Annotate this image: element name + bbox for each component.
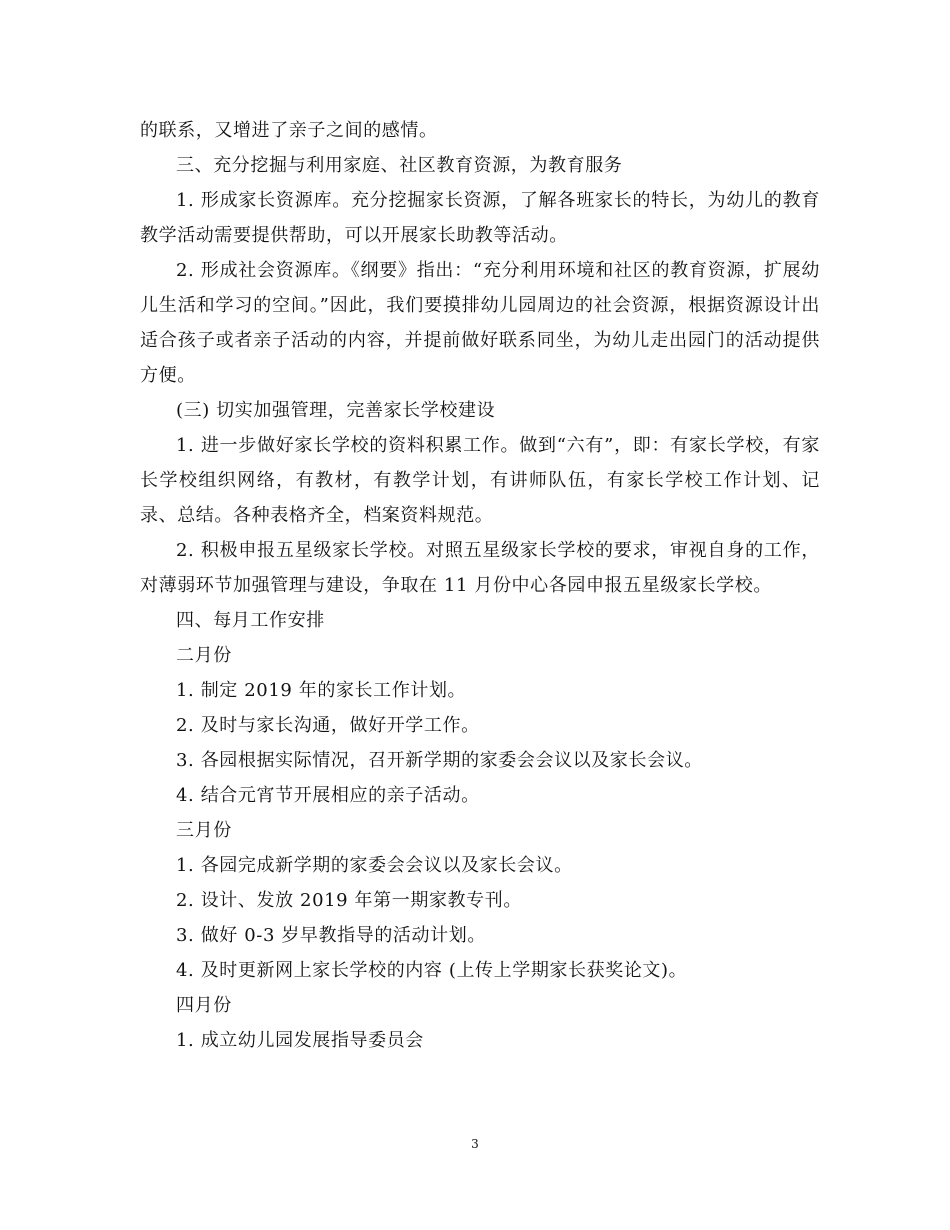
list-item: 2. 及时与家长沟通，做好开学工作。 (176, 715, 480, 736)
month-heading-february: 二月份 (176, 645, 232, 666)
section-heading-management: (三) 切实加强管理，完善家长学校建设 (176, 400, 496, 421)
list-item: 4. 结合元宵节开展相应的亲子活动。 (176, 785, 480, 806)
list-item: 4. 及时更新网上家长学校的内容 (上传上学期家长获奖论文)。 (176, 960, 688, 981)
paragraph-five-star: 2. 积极申报五星级家长学校。对照五星级家长学校的要求，审视自身的工作，对薄弱环节加强管理与建设，争取在 11 月份中心各园申报五星级家长学校。 (140, 540, 820, 596)
list-item: 1. 成立幼儿园发展指导委员会 (176, 1030, 424, 1051)
section-heading-monthly: 四、每月工作安排 (176, 610, 325, 631)
list-item: 3. 各园根据实际情况，召开新学期的家委会会议以及家长会议。 (176, 750, 703, 771)
page-number: 3 (471, 1137, 479, 1151)
paragraph-continuation: 的联系，又增进了亲子之间的感情。 (140, 120, 438, 141)
paragraph-parent-resources: 1. 形成家长资源库。充分挖掘家长资源，了解各班家长的特长，为幼儿的教育教学活动需要提供帮助，可以开展家长助教等活动。 (140, 190, 820, 246)
list-item: 3. 做好 0-3 岁早教指导的活动计划。 (176, 925, 486, 946)
month-heading-march: 三月份 (176, 820, 232, 841)
section-heading-resources: 三、充分挖掘与利用家庭、社区教育资源，为教育服务 (176, 155, 623, 176)
list-item: 2. 设计、发放 2019 年第一期家教专刊。 (176, 890, 522, 911)
document-body (140, 113, 820, 1058)
month-heading-april: 四月份 (176, 995, 232, 1016)
paragraph-records: 1. 进一步做好家长学校的资料积累工作。做到“六有”，即：有家长学校，有家长学校组织网络，有教材，有教学计划，有讲师队伍，有家长学校工作计划、记录、总结。各种表格齐全，档案资料规范。 (140, 435, 820, 526)
paragraph-social-resources: 2. 形成社会资源库。《纲要》指出：“充分利用环境和社区的教育资源，扩展幼儿生活和学习的空间。”因此，我们要摸排幼儿园周边的社会资源，根据资源设计出适合孩子或者亲子活动的内容，并提前做好联系同坐，为幼儿走出园门的活动提供方便。 (140, 260, 820, 386)
list-item: 1. 制定 2019 年的家长工作计划。 (176, 680, 467, 701)
list-item: 1. 各园完成新学期的家委会会议以及家长会议。 (176, 855, 573, 876)
